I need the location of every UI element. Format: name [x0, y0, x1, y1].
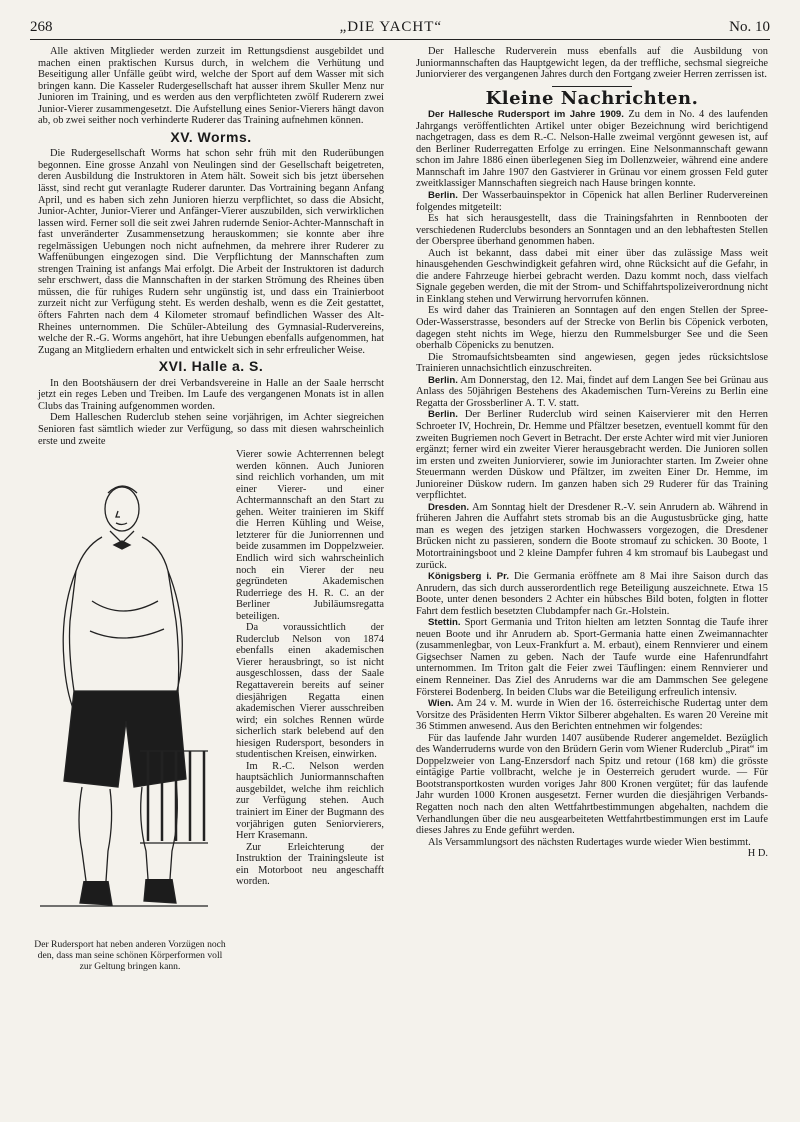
halle-paragraph: In den Bootshäusern der drei Verbandsvereine in Halle an der Saale herrscht jetzt ein reges Leben und Treiben. Im Laufe des vergangenen Monats ist in allen Clubs das Training aufgenommen worden. [38, 377, 384, 412]
kassel-paragraph: Alle aktiven Mitglieder werden zurzeit im Rettungsdienst ausgebildet und machen einen praktischen Kursus durch, in welchem die Verhütung und Beseitigung aller Unfälle geübt wird, welche der Sport auf dem Wasser mit sich bringen kann. Die Kasseler Rudergesellschaft hat ausser ihrem Skuller Menz nur Junioren im Training, und es werden aus den verpflichteten zwölf Ruderern zwei Junior-Vierer zusammengesetzt. Die Aufstellung eines Senior-Vierers hängt davon ab, ob zwei seither noch verhinderte Ruderer das Training aufnehmen können. [38, 46, 384, 127]
side-paragraph-2: Da voraussichtlich der Ruderclub Nelson von 1874 ebenfalls einen akademischen Vierer herausbringt, so ist nicht ausgeschlossen, dass der Saale Regattaverein bereits auf seiner diesjährigen Regatta einen akademischen Vierer ausschreiben wird; ein solches Rennen würde sicherlich stark belebend auf den hiesigen Rudersport, besonders in studentischen Kreisen, einwirken. [236, 622, 384, 761]
news-item-lead: Wien. [428, 698, 454, 710]
news-item [416, 248, 768, 306]
news-item-lead: Der Hallesche Rudersport im Jahre 1909. [428, 109, 624, 121]
illustration-block [34, 449, 384, 973]
news-item [416, 190, 768, 213]
news-item [416, 305, 768, 351]
news-item-text: Auch ist bekannt, dass dabei mit einer über das zulässige Mass weit hinausgehenden Geschwindigkeit gefahren wird, ohne Rücksicht auf die Gefahr, in die andere Fahrzeuge hierbei gebracht werden. Dazu kommt noch, dass vielfach Signale gegeben werden, die mit der Strom- und Schiffahrtspolizeiverordnung nicht in Einklang stehen und Verwirrung hervorrufen können. [416, 247, 768, 305]
news-item-lead: Berlin. [428, 374, 458, 386]
news-item-lead: Berlin. [428, 190, 458, 202]
news-item [416, 837, 768, 849]
news-item [416, 617, 768, 698]
news-item [416, 352, 768, 375]
illustration-caption: Der Rudersport hat neben anderen Vorzügen noch den, dass man seine schönen Körperformen voll zur Geltung bringen kann. [34, 939, 226, 973]
news-item-lead: Königsberg i. Pr. [428, 571, 509, 583]
kleine-nachrichten-heading: Kleine Nachrichten. [485, 87, 699, 109]
news-item-text: Am Sonntag hielt der Dresdener R.-V. sein Anrudern ab. Während in früheren Jahren die Auffahrt stets stromab bis an die Augustusbrücke ging, hatte man es wegen des jetzigen starken Hochwassers vorgezogen, die Dresdener Brücken nicht zu passieren, sondern die Boote stromauf zu schicken. 30 Boote, 1 Motortrainingsboot und 2 kleine Dampfer fuhren 4 km stromauf bis Laubegast und zurück. [416, 501, 768, 571]
news-item [416, 213, 768, 248]
worms-heading: XV. Worms. [170, 128, 252, 145]
news-item-text: Die Germania eröffnete am 8 Mai ihre Saison durch das Anrudern, das sich durch ausserordentlich rege Beteiligung auszeichnete. Etwa 15 Boote, unter denen besonders 2 Achter ein hübsches Bild boten, folgten in flotter Fahrt dem festlich besetzten Clubdampfer nach Gr.-Holstein. [416, 571, 768, 617]
worms-paragraph: Die Rudergesellschaft Worms hat schon sehr früh mit den Ruderübungen begonnen. Eine grosse Anzahl von Neulingen sind der Gesellschaft beigetreten, deren Ausbildung die Instruktoren in Atem hält. Soweit sich bis jetzt übersehen lässt, sind recht gut veranlagte Ruderer darunter. Das Vortraining begann Anfang April, und es haben sich zehn Junioren hierzu verpflichtet, so dass die Absicht, Junior-Achter, Junior-Vierer und Anfänger-Vierer auszubilden, sich verwirklichen lassen wird. Ferner soll die seit zwei Jahren rudernde Senior-Achter-Mannschaft in fast unveränderter Zusammensetzung herauskommen; sie konnte aber ihre regelmässigen Uebungen noch nicht aufnehmen, da mehrere ihrer Ruderer zu Waffenübungen eingezogen sind. Die Verpflichtung der Mannschaften zum strengen Training ist anfangs Mai erfolgt. Die Arbeit der Instruktoren ist dadurch sehr erschwert, dass die Mannschaften in der starken Strömung des Rheines üben müssen, die für ruhiges Rudern sehr ungünstig ist, und dass ein Trainierboot zurzeit nicht zur Verfügung steht. Es werden deshalb, wenn es die Zeit gestattet, öfters Fahrten nach dem 4 Kilometer stromauf befindlichen Wasser des Alt-Rheines unternommen. Die Schüler-Abteilung des Gymnasial-Rudervereins, welche der R.-G. Worms angehört, hat ihre Uebungen ebenfalls aufgenommen, hat Zugang an Mitgliedern erhalten und entwickelt sich in sehr erfreulicher Weise. [38, 148, 384, 356]
news-item-lead: Berlin. [428, 409, 458, 421]
halle-heading: XVI. Halle a. S. [158, 358, 264, 375]
magazine-title: „DIE YACHT“ [339, 19, 443, 35]
rower-illustration [30, 451, 208, 921]
news-item [416, 109, 768, 190]
news-item-lead: Dresden. [428, 501, 470, 513]
news-item-lead: Stettin. [428, 617, 461, 629]
right-column [416, 46, 768, 860]
side-paragraph-4: Zur Erleichterung der Instruktion der Trainingsleute ist ein Motorboot neu angeschafft worden. [236, 841, 384, 888]
news-item-text: Der Wasserbauinspektor in Cöpenick hat allen Berliner Rudervereinen folgendes mitgeteilt: [416, 190, 768, 213]
news-item-text: Als Versammlungsort des nächsten Rudertages wurde wieder Wien bestimmt. [428, 836, 751, 848]
news-item-text: Die Stromaufsichtsbeamten sind angewiesen, gegen jedes rücksichtslose Trainieren unnachsichtlich einzuschreiten. [416, 351, 768, 375]
side-paragraph-3: Im R.-C. Nelson werden hauptsächlich Juniormannschaften ausgebildet, welche ihm reichlich zur Verfügung stehen. Auch trainiert im Einer der Bugmann des vorjährigen guten Seniorvierers, Herr Krasemann. [236, 760, 384, 842]
news-item [416, 502, 768, 571]
news-item-text: Der Berliner Ruderclub wird seinen Kaiservierer mit den Herren Schroeter IV, Hochrein, Dr. Hemme und Pfältzer besetzen, eventuell kommt für den zweiten Bugriemen noch Gevert in Betracht. Der erste Achter wird mit vier Junioren ergänzt; ferner wird ein zweiter Vierer herausgebracht werden. Die Junioren sollen im ersten und zweiten Juniorvierer, sowie im Juniorachter starten. Im Zweier ohne Steuermann werden Düskow und Pfältzer, im zweiten Einer Dr. Hemme, im Junioreiner Düskow rudern. Im ganzen haben sich 29 Ruderer für das Training verpflichtet. [416, 409, 768, 502]
news-item-text: Es wird daher das Trainieren an Sonntagen auf den engen Stellen der Spree-Oder-Wasserstrasse, besonders auf der Strecke von Berlin bis Cöpenick verboten, dagegen steht nichts im Wege, hierzu den Rummelsburger See und die Seen oberhalb Cöpenicks zu benutzen. [416, 305, 768, 352]
side-paragraph: Vierer sowie Achterrennen belegt werden können. Auch Junioren sind reichlich vorhanden, um mit einer Vierer- und einer Achtermannschaft an den Start zu gehen. Weiter trainieren im Skiff die Herren Kühling und Weise, letzterer für die Juniorrennen und beide zusammen im Doppelzweier. Endlich wird sich wahrscheinlich noch ein Vierer der neu gegründeten Akademischen Ruderriege des H. R. C. an der Berliner Jubiläumsregatta beteiligen. [236, 449, 384, 622]
news-list [416, 109, 768, 848]
news-item [416, 409, 768, 501]
news-item-text: Am 24 v. M. wurde in Wien der 16. österreichische Rudertag unter dem Vorsitze des Präsidenten Herrn Viktor Silberer abgehalten. Es waren 20 Vereine mit 36 Stimmen anwesend. Aus den Berichten entnehmen wir folgendes: [416, 698, 768, 733]
news-item-text: Am Donnerstag, den 12. Mai, findet auf dem Langen See bei Grünau aus Anlass des 50jährigen Bestehens des Akademischen Turn-Vereins zu Berlin eine Regatta der Grossberliner A. T. V. statt. [416, 374, 768, 409]
signature: H D. [747, 848, 768, 860]
halle-paragraph-2: Dem Halleschen Ruderclub stehen seine vorjährigen, im Achter siegreichen Senioren fast sämtlich wieder zur Verfügung, so dass mit diesen wahrscheinlich erste und zweite [38, 412, 384, 447]
page-number: 268 [30, 19, 53, 35]
halle-side-text [236, 449, 384, 888]
news-item-text: Es hat sich herausgestellt, dass die Trainingsfahrten in Rennbooten der verschiedenen Ruderclubs besonders an Sonntagen und an den lebhaftesten Stellen der Oberspree überhand genommen haben. [416, 213, 768, 248]
news-item [416, 733, 768, 837]
news-item-text: Für das laufende Jahr wurden 1407 ausübende Ruderer angemeldet. Bezüglich des Wanderruderns wurde von den Brüdern Gerin vom Wiener Ruderclub „Pirat“ im Doppelzweier von Lang-Enzersdorf nach Spitz und retour (168 km) die grösste eintägige Partie vollbracht, welche je in Oesterreich gerudert wurde. — Für Bootstransportkosten wurden voriges Jahr 800 Kronen vergütet; für das laufende Jahr wurden 1000 Kronen ausgesetzt. Ferner wurden die diesjährigen Verbands-Regatten noch nach den alten Wettfahrtbestimmungen abgehalten, nachdem die Verhandlungen über die neu ausgearbeiteten Wettfahrtbestimmungen erst im Laufe dieses Jahres zu Ende geführt werden. [416, 732, 768, 837]
section-divider [552, 86, 632, 87]
news-item [416, 571, 768, 617]
news-item-text: Sport Germania und Triton hielten am letzten Sonntag die Taufe ihrer neuen Boote und ihr Anrudern ab. Sport-Germania hatte einen Zweimannachter (zusammenlegbar, von Leux-Frankfurt a. M. erbaut), einem Rennvierer und einem Gigsechser Namen zu geben. Nach der Taufe wurde eine Hafenrundfahrt unternommen. Im Triton galt die Feier zwei Täuflingen: einem Rennvierer und einem Renneiner. Das Ziel des Anruderns war die am Dammschen See gelegene Försterei Bodenberg. In beiden Clubs war die Beteiligung erfreulich intensiv. [416, 617, 768, 698]
page-header [30, 6, 770, 40]
issue-number: No. 10 [729, 19, 770, 35]
news-item [416, 375, 768, 410]
news-item [416, 698, 768, 733]
left-column [34, 46, 384, 973]
hallesche-ruderverein-paragraph: Der Hallesche Ruderverein muss ebenfalls auf die Ausbildung von Juniormannschaften das Hauptgewicht legen, da der treffliche, sechsmal siegreiche Juniorvierer des vergangenen Jahres durch den Fortgang zweier Herren zerrissen ist. [416, 46, 768, 81]
news-item-text: Zu dem in No. 4 des laufenden Jahrgangs veröffentlichten Artikel unter obiger Bezeichnung wird berichtigend nachgetragen, dass es dem R.-C. Nelson-Halle zweimal vergönnt gewesen ist, auf den Berliner Ruderregatten Erfolge zu erringen. Eine Nelsonmannschaft gewann schon im Jahre 1886 einen überlegenen Sieg im Dollenzweier, während eine andere Mannschaft im Jahre 1907 den Gastvierer in Grünau vor einem grossen Feld guter zweitklassiger Mannschaften siegreich nach Hause bringen konnte. [416, 109, 768, 190]
